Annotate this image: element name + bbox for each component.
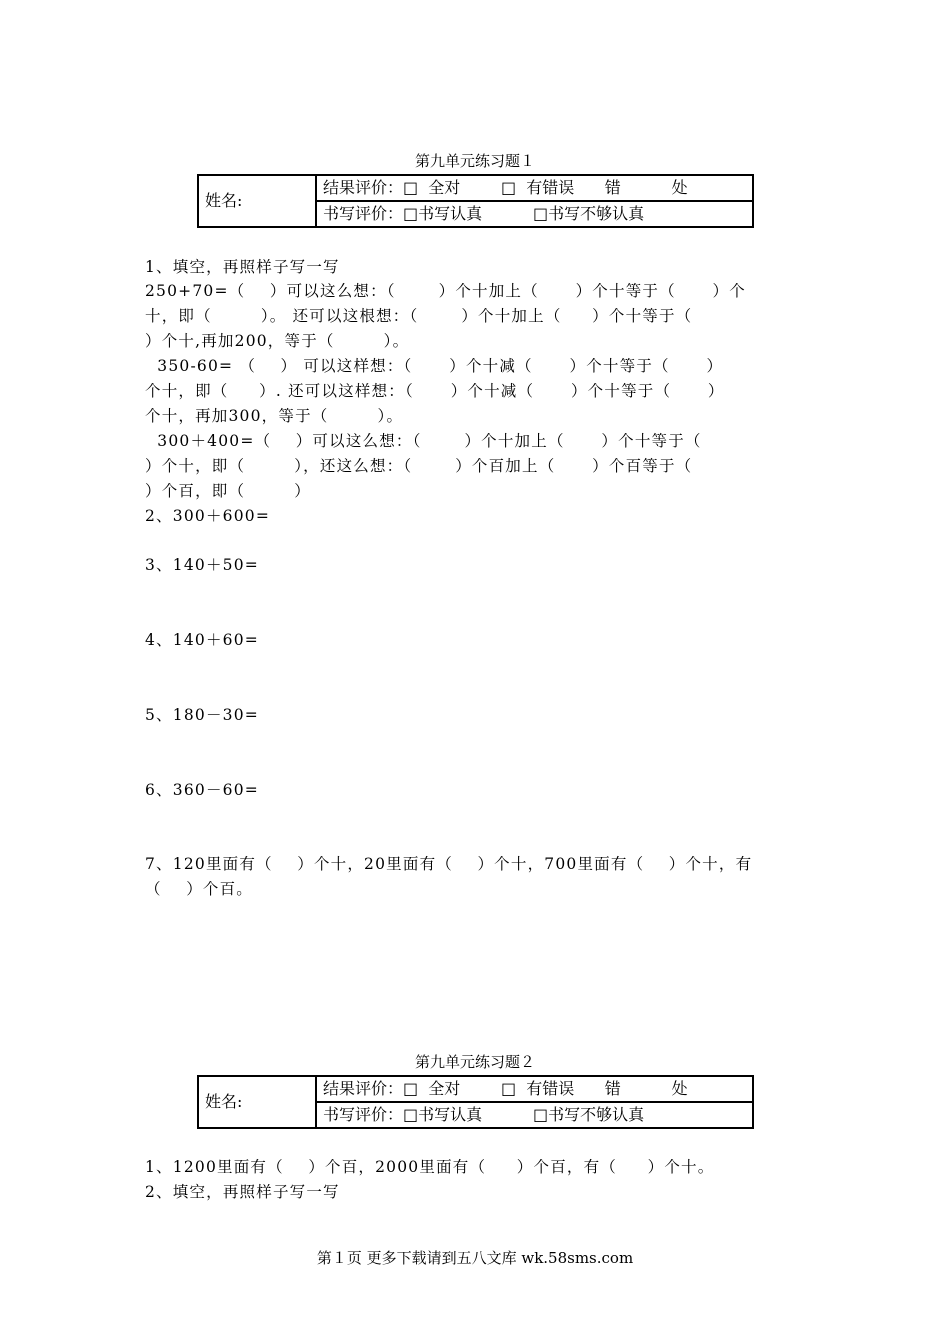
sheet1-q1-line: ）个十,再加200，等于（ ）。: [145, 332, 410, 350]
sheet2-name-field[interactable]: 姓名:: [198, 1076, 316, 1128]
sheet1-name-field[interactable]: 姓名:: [198, 175, 316, 227]
sheet1-writing-evaluation: 书写评价：□书写认真 □书写不够认真: [316, 201, 753, 227]
sheet1-q5: 5、180－30=: [145, 706, 259, 724]
sheet1-q1-line: 个十，再加300，等于（ ）。: [145, 407, 404, 425]
page-footer: 第１页 更多下载请到五八文库 wk.58sms.com: [316, 1249, 634, 1267]
sheet1-q1-line: ）个百，即（ ）: [145, 482, 311, 500]
sheet1-q7: 7、120里面有（ ）个十，20里面有（ ）个十，700里面有（ ）个十，有: [145, 855, 753, 873]
sheet1-q1-line: 350-60= （ ） 可以这样想：（ ）个十减（ ）个十等于（ ）: [145, 357, 724, 375]
sheet1-q4: 4、140＋60=: [145, 631, 259, 649]
sheet2-title: 第九单元练习题２: [414, 1053, 535, 1071]
sheet1-q7-cont: （ ）个百。: [145, 880, 254, 898]
sheet1-result-evaluation: 结果评价：□ 全对 □ 有错误 错 处: [316, 175, 753, 201]
sheet1-q1-line: 个十，即（ ）. 还可以这样想：（ ）个十减（ ）个十等于（ ）: [145, 382, 725, 400]
sheet2-q2-heading: 2、填空，再照样子写一写: [145, 1183, 340, 1201]
sheet1-q1-line: ）个十，即（ ），还这么想：（ ）个百加上（ ）个百等于（: [145, 457, 693, 475]
sheet1-q3: 3、140＋50=: [145, 556, 259, 574]
sheet1-q2: 2、300＋600=: [145, 507, 271, 525]
sheet1-q1-line: 十，即（ ）。 还可以这根想：（ ）个十加上（ ）个十等于（: [145, 307, 693, 325]
sheet1-title: 第九单元练习题１: [414, 152, 535, 170]
sheet1-q1-heading: 1、填空，再照样子写一写: [145, 258, 340, 276]
sheet1-q1-line: 300＋400=（ ）可以这么想：（ ）个十加上（ ）个十等于（: [145, 432, 702, 450]
sheet1-evaluation-table: [197, 174, 754, 228]
sheet2-result-evaluation: 结果评价：□ 全对 □ 有错误 错 处: [316, 1076, 753, 1102]
sheet1-q1-line: 250+70=（ ）可以这么想：（ ）个十加上（ ）个十等于（ ）个: [145, 282, 746, 300]
sheet2-writing-evaluation: 书写评价：□书写认真 □书写不够认真: [316, 1102, 753, 1128]
sheet2-q1: 1、1200里面有（ ）个百，2000里面有（ ）个百，有（ ）个十。: [145, 1158, 715, 1176]
sheet2-evaluation-table: [197, 1075, 754, 1129]
sheet1-q6: 6、360－60=: [145, 781, 259, 799]
